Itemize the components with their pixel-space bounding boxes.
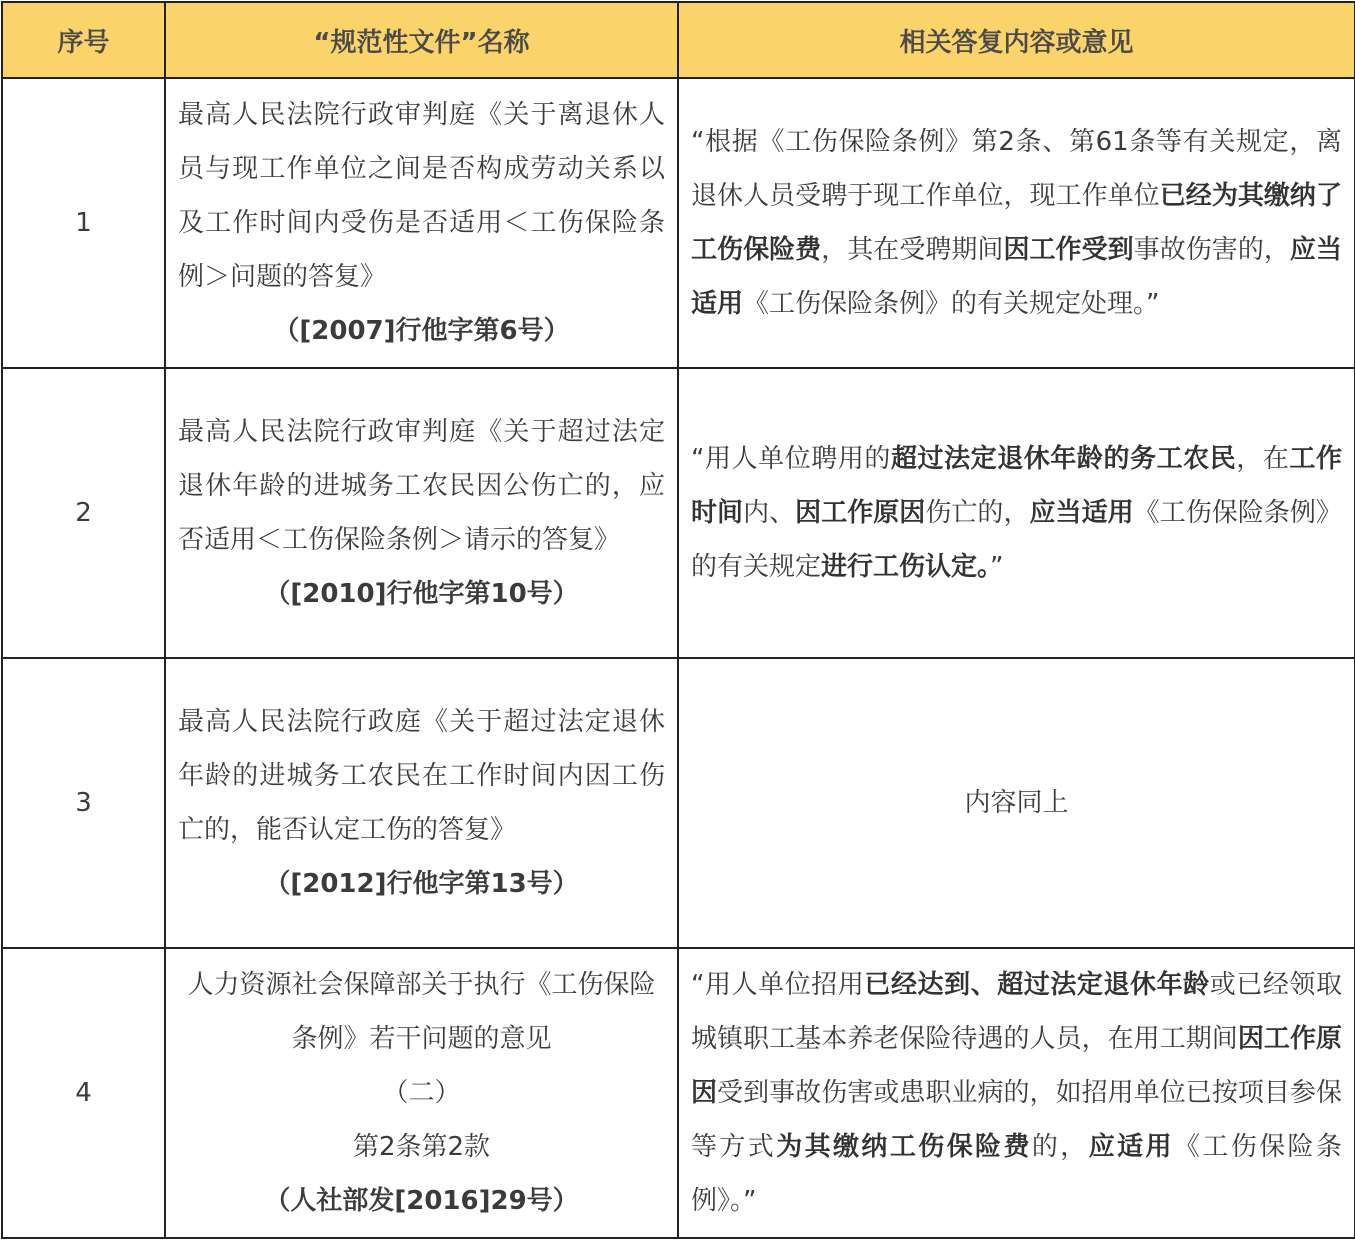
- reply-text: 内容同上: [964, 788, 1069, 818]
- reply-emphasis: 进行工伤认定。: [821, 552, 991, 582]
- reply-emphasis: 已经达到、超过法定退休年龄: [864, 970, 1210, 1000]
- header-reply-content: 相关答复内容或意见: [678, 2, 1355, 78]
- reply-text: 《工伤保险条例》的有关规定处理。”: [743, 289, 1160, 319]
- document-name-cell: [165, 658, 678, 948]
- document-name: 最高人民法院行政审判庭《关于离退休人员与现工作单位之间是否构成劳动关系以及工作时间内受伤是否适用＜工伤保险条例＞问题的答复》: [178, 100, 665, 292]
- document-name-cell: [165, 948, 678, 1238]
- row-number: 3: [2, 658, 165, 948]
- reply-text: ”: [990, 552, 1004, 582]
- document-name-line: （二）: [382, 1078, 461, 1108]
- reply-content: [678, 368, 1355, 658]
- table-row: [2, 78, 1355, 368]
- reply-text: “用人单位聘用的: [691, 444, 891, 474]
- document-name-cell: [165, 368, 678, 658]
- reply-text: 事故伤害的，: [1133, 235, 1290, 265]
- reply-text: “根据《工伤保险条例》第2条、第61条等有关规定，离退休人员受聘于现工作单位，现工作单位: [691, 127, 1342, 211]
- document-name-cell: [165, 78, 678, 368]
- document-ref: （人社部发[2016]29号）: [264, 1186, 579, 1216]
- reply-emphasis: 应当适用: [1029, 498, 1134, 528]
- table-row: [2, 368, 1355, 658]
- reply-text: 《工伤保险条例》的有关规定: [691, 498, 1342, 582]
- reply-text: 的，: [1031, 1132, 1089, 1162]
- row-number: 1: [2, 78, 165, 368]
- reply-content: [678, 948, 1355, 1238]
- document-name-line: 人力资源社会保障部关于执行《工伤保险条例》若干问题的意见: [187, 970, 656, 1054]
- reply-content: [678, 658, 1355, 948]
- document-ref: （[2007]行他字第6号）: [273, 316, 570, 346]
- reply-emphasis: 已经为其缴纳了工伤保险费: [691, 181, 1342, 265]
- document-name: 最高人民法院行政审判庭《关于超过法定退休年龄的进城务工农民因公伤亡的，应否适用＜工伤保险条例＞请示的答复》: [178, 417, 665, 555]
- reply-emphasis: 工作时间: [691, 444, 1342, 528]
- document-name: 最高人民法院行政庭《关于超过法定退休年龄的进城务工农民在工作时间内因工伤亡的，能否认定工伤的答复》: [178, 707, 665, 845]
- reply-text: 或已经领取城镇职工基本养老保险待遇的人员，在用工期间: [691, 970, 1342, 1054]
- reply-text: “用人单位招用: [691, 970, 865, 1000]
- regulation-table: [1, 1, 1355, 1239]
- reply-emphasis: 为其缴纳工伤保险费: [776, 1132, 1032, 1162]
- reply-emphasis: 因工作原因: [795, 498, 926, 528]
- header-row: [2, 2, 1355, 78]
- reply-text: 受到事故伤害或患职业病的，如招用单位已按项目参保等方式: [691, 1078, 1342, 1162]
- table-row: [2, 948, 1355, 1238]
- document-ref: （[2010]行他字第10号）: [264, 579, 579, 609]
- reply-emphasis: 因工作受到: [1003, 235, 1134, 265]
- row-number: 2: [2, 368, 165, 658]
- reply-emphasis: 因工作原因: [691, 1024, 1342, 1108]
- reply-emphasis: 应适用: [1088, 1132, 1174, 1162]
- reply-emphasis: 超过法定退休年龄的务工农民: [890, 444, 1237, 474]
- row-number: 4: [2, 948, 165, 1238]
- table-row: [2, 658, 1355, 948]
- header-document-name: “规范性文件”名称: [165, 2, 678, 78]
- document-ref: （[2012]行他字第13号）: [264, 869, 579, 899]
- reply-text: ，在: [1236, 444, 1290, 474]
- reply-text: 《工伤保险条例》。”: [691, 1132, 1342, 1216]
- reply-text: ，其在受聘期间: [821, 235, 1004, 265]
- reply-text: 伤亡的，: [925, 498, 1030, 528]
- document-name-line: 第2条第2款: [352, 1132, 491, 1162]
- reply-emphasis: 应当适用: [691, 235, 1342, 319]
- header-number: 序号: [2, 2, 165, 78]
- reply-content: [678, 78, 1355, 368]
- reply-text: 内、: [743, 498, 796, 528]
